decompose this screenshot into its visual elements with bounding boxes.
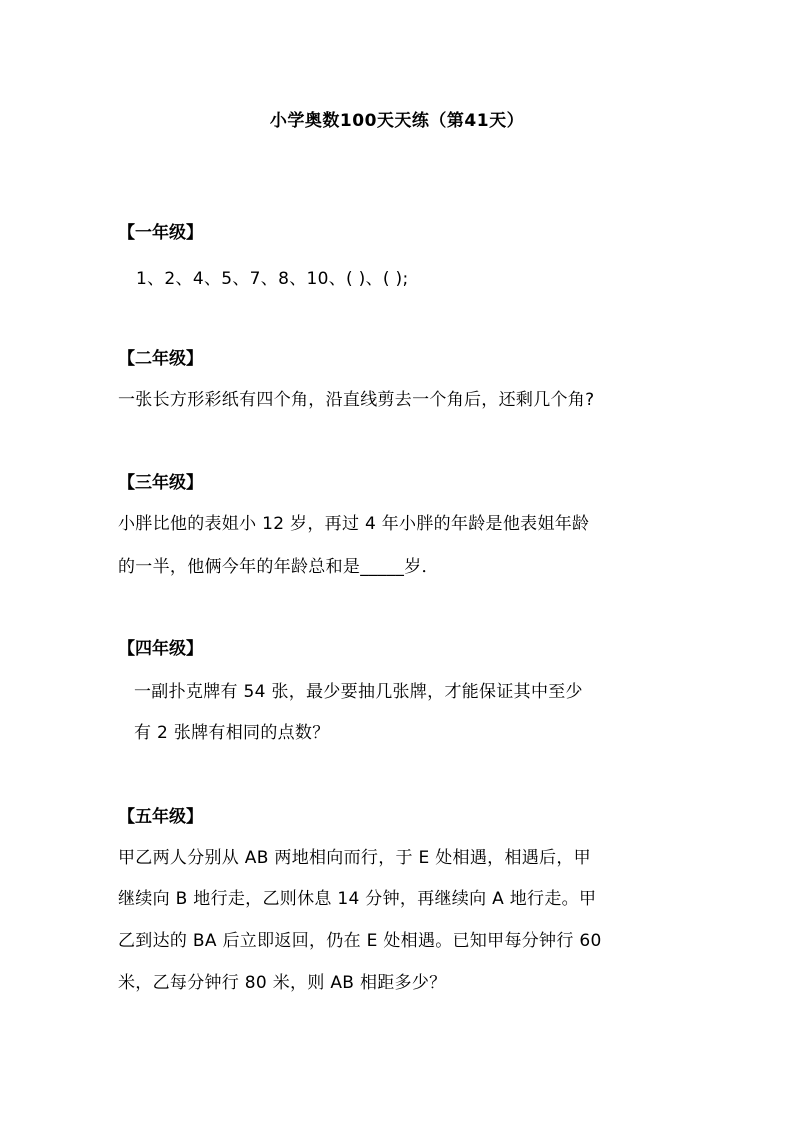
grade3-question-line: 小胖比他的表姐小 12 岁，再过 4 年小胖的年龄是他表姐年龄 (118, 514, 590, 534)
grade5-question-line: 乙到达的 BA 后立即返回，仍在 E 处相遇。已知甲每分钟行 60 (118, 931, 602, 951)
grade5-question-line: 米，乙每分钟行 80 米，则 AB 相距多少？ (118, 973, 447, 993)
grade3-question-line: 的一半，他俩今年的年龄总和是_____岁． (118, 557, 439, 577)
grade5-heading: 【五年级】 (118, 807, 203, 827)
grade5-question-line: 甲乙两人分别从 AB 两地相向而行，于 E 处相遇，相遇后，甲 (118, 848, 591, 868)
grade2-heading: 【二年级】 (118, 349, 203, 369)
grade1-question-line: 1、2、4、5、7、8、10、( )、( ); (136, 269, 409, 289)
grade4-question-line: 一副扑克牌有 54 张，最少要抽几张牌，才能保证其中至少 (134, 682, 583, 702)
grade4-question-line: 有 2 张牌有相同的点数？ (134, 723, 330, 743)
grade4-heading: 【四年级】 (118, 639, 203, 659)
grade5-question-line: 继续向 B 地行走，乙则休息 14 分钟，再继续向 A 地行走。甲 (118, 889, 597, 909)
grade3-heading: 【三年级】 (118, 473, 203, 493)
grade1-heading: 【一年级】 (118, 223, 203, 243)
page-title: 小学奥数100天天练（第41天） (269, 111, 525, 131)
grade2-question-line: 一张长方形彩纸有四个角，沿直线剪去一个角后，还剩几个角? (118, 390, 595, 410)
